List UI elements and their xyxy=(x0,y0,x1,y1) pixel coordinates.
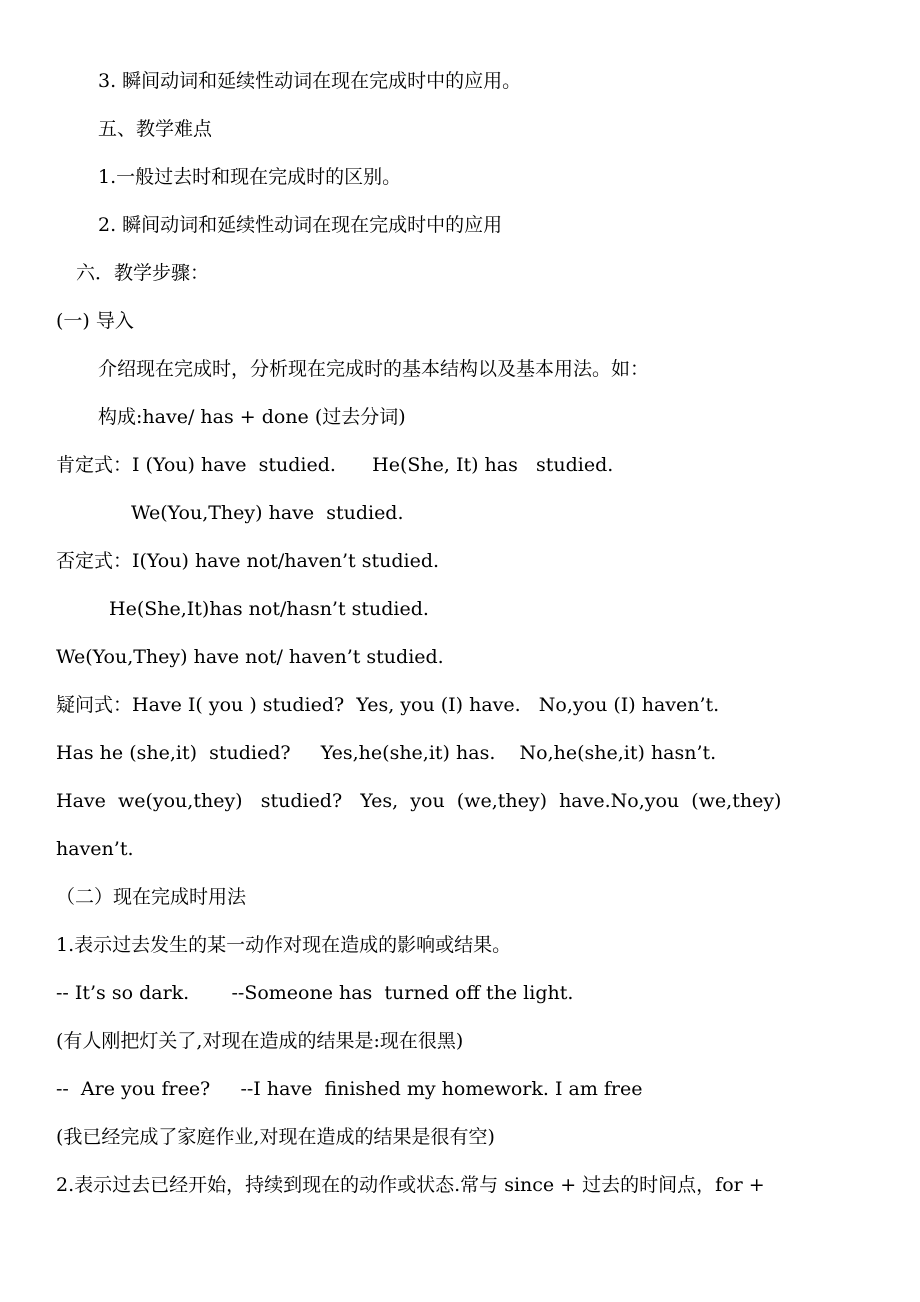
text-line: 1.一般过去时和现在完成时的区别。 xyxy=(98,166,402,188)
text-line: We(You,They) have studied. xyxy=(131,502,404,524)
text-line: 疑问式：Have I( you ) studied? Yes, you (I) have. No,you (I) haven’t. xyxy=(56,694,720,716)
text-line: haven’t. xyxy=(56,838,134,860)
text-line: -- It’s so dark. --Someone has turned off the light. xyxy=(56,982,574,1004)
text-line: 构成:have/ has + done (过去分词) xyxy=(98,406,406,428)
text-line: He(She,It)has not/hasn’t studied. xyxy=(109,598,429,620)
text-line: (有人刚把灯关了,对现在造成的结果是:现在很黑) xyxy=(56,1030,464,1052)
text-line: Have we(you,they) studied? Yes, you (we,they) have.No,you (we,they) xyxy=(56,790,782,812)
text-line: We(You,They) have not/ haven’t studied. xyxy=(56,646,444,668)
text-line: -- Are you free? --I have finished my homework. I am free xyxy=(56,1078,643,1100)
text-line: 否定式：I(You) have not/haven’t studied. xyxy=(56,550,440,572)
text-line: 1.表示过去发生的某一动作对现在造成的影响或结果。 xyxy=(56,934,512,956)
section-heading: 六．教学步骤： xyxy=(76,262,210,284)
section-heading: 五、教学难点 xyxy=(98,118,213,140)
text-line: Has he (she,it) studied? Yes,he(she,it) has. No,he(she,it) hasn’t. xyxy=(56,742,717,764)
text-line: 介绍现在完成时，分析现在完成时的基本结构以及基本用法。如： xyxy=(98,358,650,380)
text-line: (我已经完成了家庭作业,对现在造成的结果是很有空) xyxy=(56,1126,495,1148)
text-line: 肯定式：I (You) have studied. He(She, It) has studied. xyxy=(56,454,614,476)
subsection-heading: （二）现在完成时用法 xyxy=(56,886,247,908)
text-line: 3. 瞬间动词和延续性动词在现在完成时中的应用。 xyxy=(98,70,522,92)
subsection-heading: (一) 导入 xyxy=(56,310,134,332)
text-line: 2.表示过去已经开始，持续到现在的动作或状态.常与 since + 过去的时间点，for + xyxy=(56,1174,765,1196)
text-line: 2. 瞬间动词和延续性动词在现在完成时中的应用 xyxy=(98,214,503,236)
